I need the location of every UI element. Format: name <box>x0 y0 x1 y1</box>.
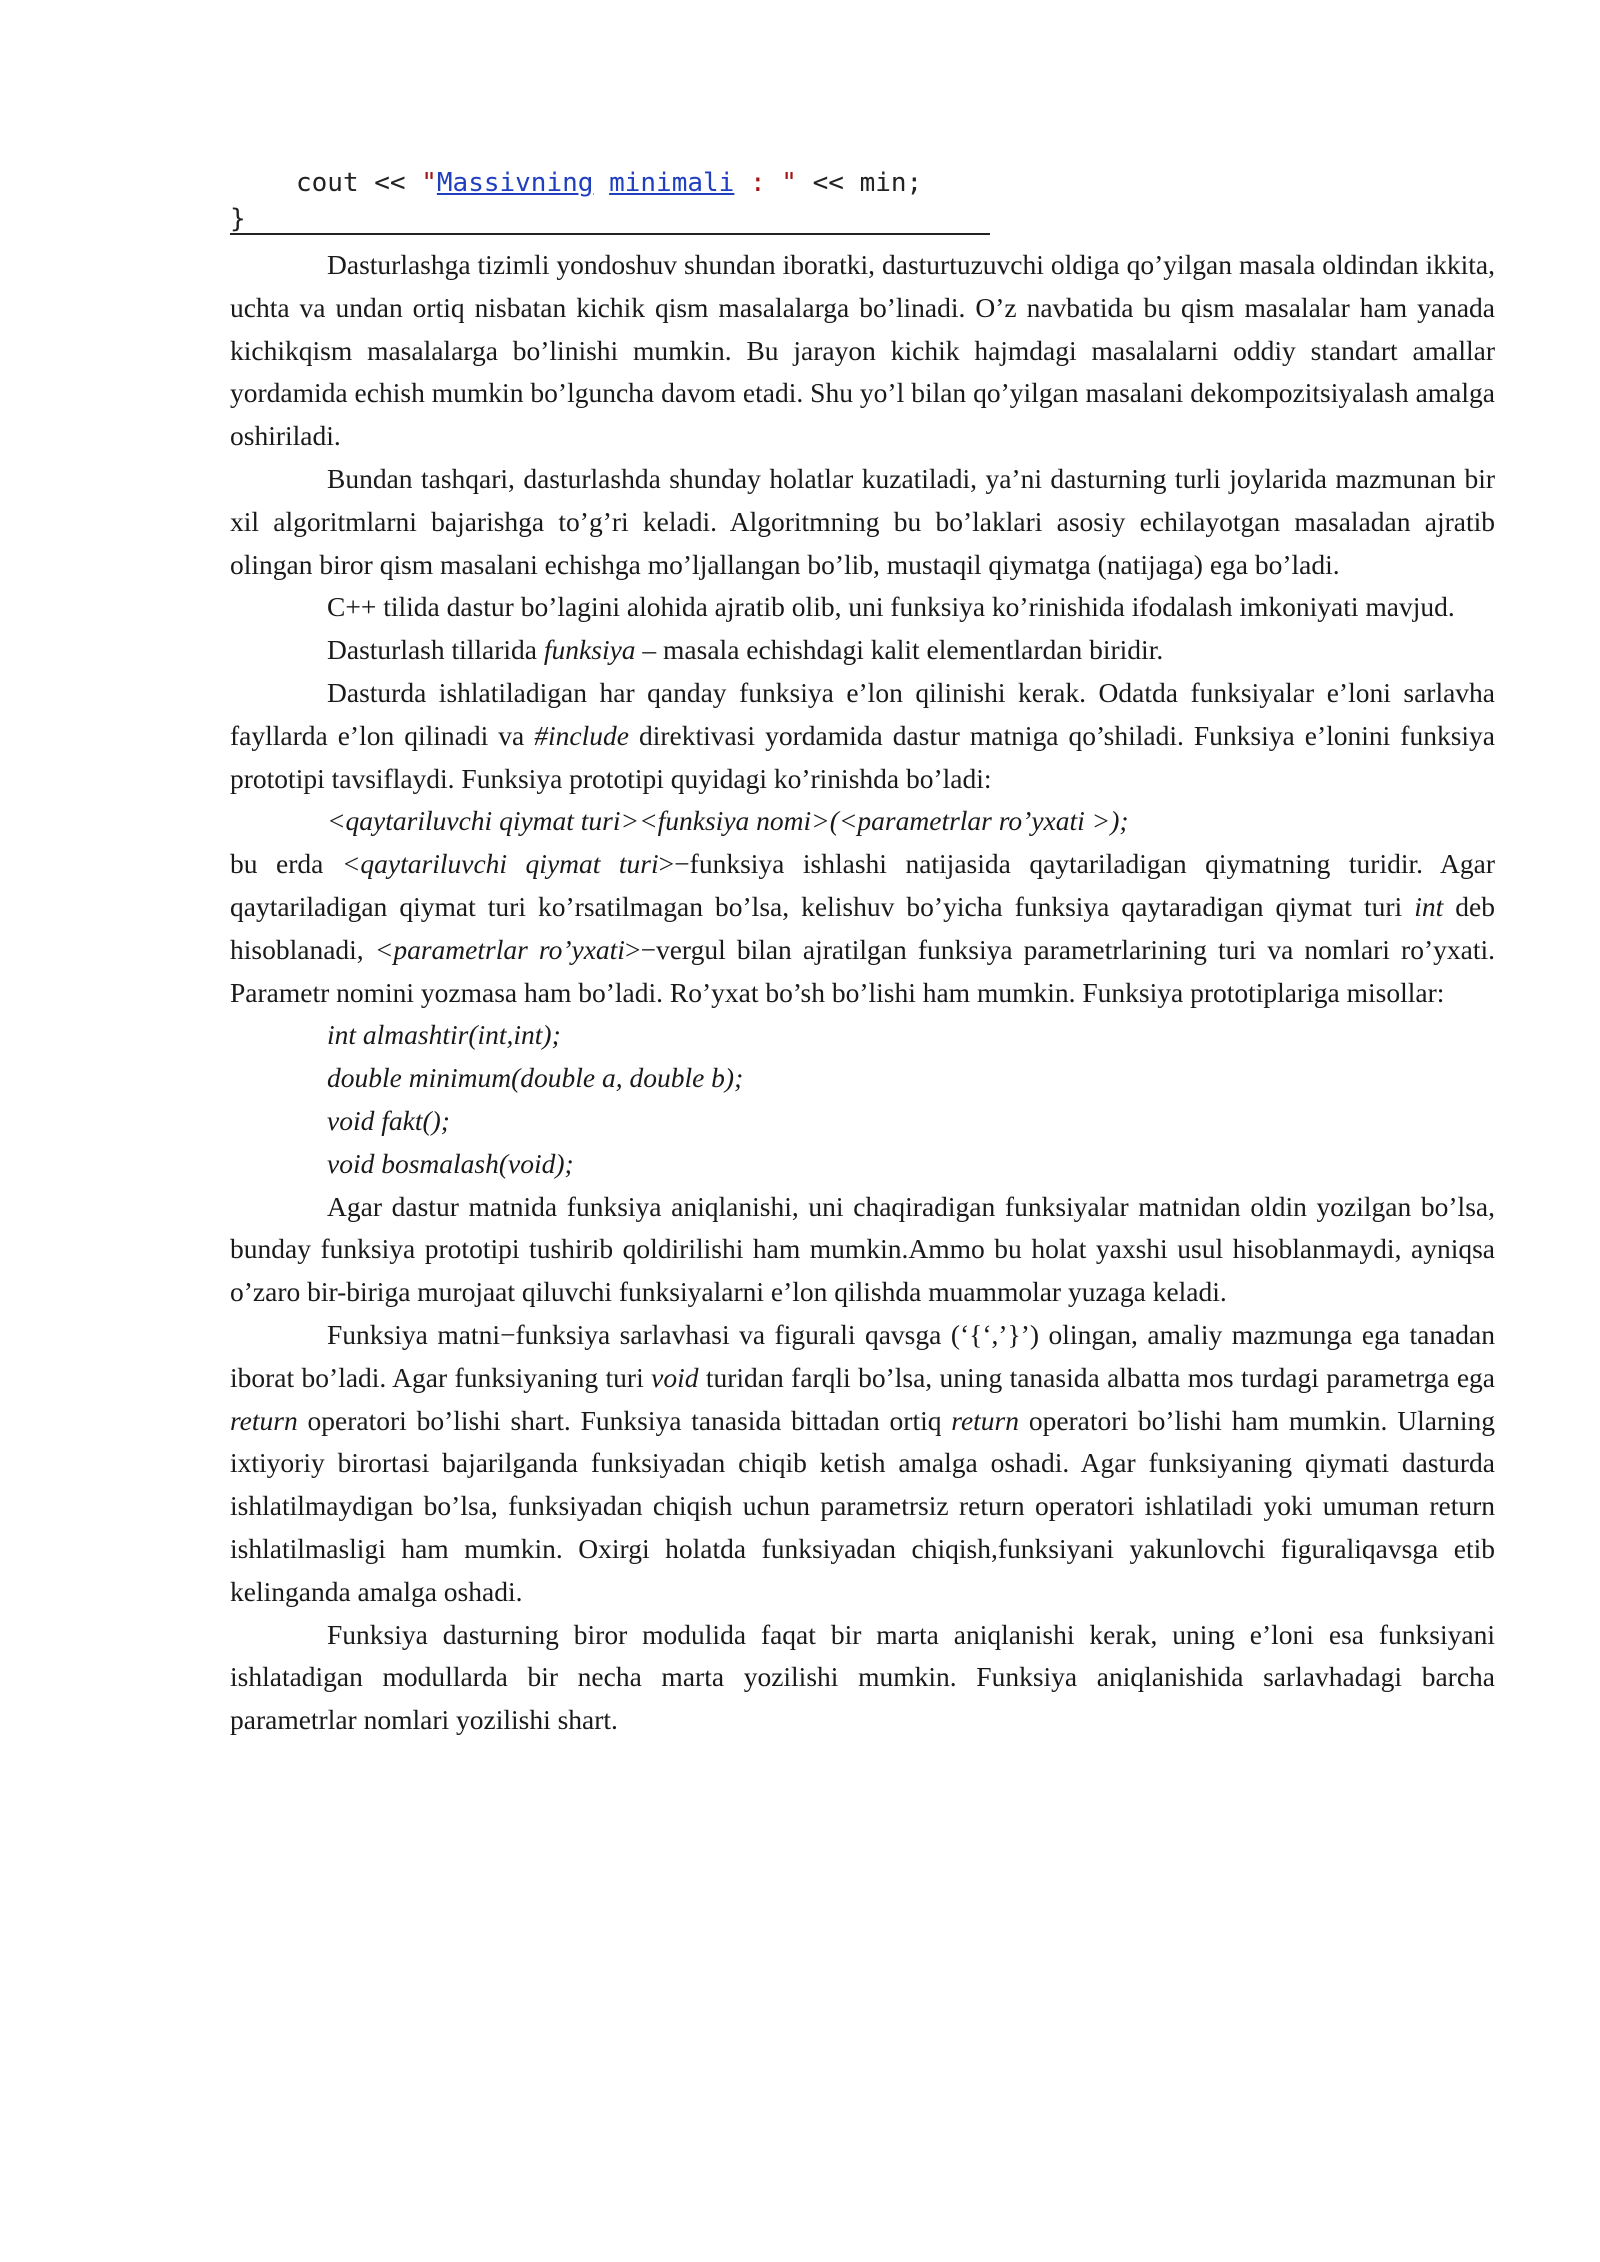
code-string-end: : " <box>734 168 797 198</box>
paragraph-6 <box>230 843 1495 1014</box>
term-return: return <box>230 1404 298 1436</box>
code-line-close-brace: } <box>230 204 246 234</box>
text-run: bu erda <box>230 848 342 880</box>
term-int: int <box>1414 890 1444 922</box>
text-run: operatori bo’lishi ham mumkin. Ularning ixtiyoriy birortasi bajarilganda funksiyadan chiqib ketish amalga oshadi. Agar funksiyaning qiymati dasturda ishlatilmaydigan bo’lsa, funksiyadan chiqish uchun parametrsiz return operatori ishlatiladi yoki umuman return ishlatilmasligi ham mumkin. Oxirgi holatda funksiyadan chiqish,funksiyani yakunlovchi figuraliqavsga etib kelinganda amalga oshadi. <box>230 1404 1495 1607</box>
code-snippet <box>230 165 990 235</box>
document-body <box>230 244 1495 1742</box>
code-text: cout << <box>296 168 422 198</box>
prototype-example-3: void fakt(); <box>327 1104 450 1136</box>
text-run: operatori bo’lishi shart. Funksiya tanasida bittadan ortiq <box>297 1404 952 1436</box>
text-run: – masala echishdagi kalit elementlardan biridir. <box>635 634 1164 666</box>
code-space <box>593 168 609 198</box>
text-run: Dasturda ishlatiladigan har qanday funksiya e’lon qilinishi kerak. Odatda funksiyalar e’loni sarlavha fayllarda e’lon qilinadi va <box>230 676 1495 751</box>
prototype-formula: <qaytariluvchi qiymat turi><funksiya nomi>(<parametrlar ro’yxati >); <box>327 805 1129 837</box>
paragraph-5 <box>230 672 1495 800</box>
paragraph-2: Bundan tashqari, dasturlashda shunday holatlar kuzatiladi, ya’ni dasturning turli joylarida mazmunan bir xil algoritmlarni bajarishga to’g’ri keladi. Algoritmning bu bo’laklari asosiy echilayotgan masaladan ajratib olingan biror qism masalani echishga mo’ljallangan bo’lib, mustaqil qiymatga (natijaga) ega bo’ladi. <box>230 462 1495 580</box>
code-line-cout <box>230 165 990 201</box>
code-underline-rule <box>230 233 990 235</box>
paragraph-1: Dasturlashga tizimli yondoshuv shundan iboratki, dasturtuzuvchi oldiga qo’yilgan masala oldindan ikkita, uchta va undan ortiq nisbatan kichik qism masalalarga bo’linadi. O’z navbatida bu qism masalalar ham yanada kichikqism masalalarga bo’linishi mumkin. Bu jarayon kichik hajmdagi masalalarni oddiy standart amallar yordamida echish mumkin bo’lguncha davom etadi. Shu yo’l bilan qo’yilgan masalani dekompozitsiyalash amalga oshiriladi. <box>230 249 1495 452</box>
text-run: direktivasi yordamida dastur matniga qo’shiladi. Funksiya e’lonini funksiya prototipi tavsiflaydi. Funksiya prototipi quyidagi ko’rinishda bo’ladi: <box>230 719 1495 794</box>
term-return: return <box>951 1404 1020 1436</box>
prototype-example-2: double minimum(double a, double b); <box>327 1062 744 1094</box>
text-run: deb hisoblanadi, <box>230 890 1495 965</box>
code-string-word-2: minimali <box>609 168 735 198</box>
paragraph-7: Agar dastur matnida funksiya aniqlanishi, uni chaqiradigan funksiyalar matnidan oldin yozilgan bo’lsa, bunday funksiya prototipi tushirib qoldirilishi ham mumkin.Ammo bu holat yaxshi usul hisoblanmaydi, ayniqsa o’zaro bir-biriga murojaat qiluvchi funksiyalarni e’lon qilishda muammolar yuzaga keladi. <box>230 1190 1495 1308</box>
code-string-quote: " <box>421 168 437 198</box>
paragraph-8 <box>230 1314 1495 1614</box>
code-string-word-1: Massivning <box>436 168 594 198</box>
text-run: Dasturlash tillarida <box>327 634 544 666</box>
prototype-example-4: void bosmalash(void); <box>327 1147 574 1179</box>
code-tail: << min; <box>796 168 923 198</box>
term-void: void <box>651 1361 699 1393</box>
term-funksiya: funksiya <box>543 634 636 666</box>
term-include: #include <box>534 719 629 751</box>
text-run: >−funksiya ishlashi natijasida qaytariladigan qiymatning turidir. Agar qaytariladigan qiymat turi ko’rsatilmagan bo’lsa, kelishuv bo’yicha funksiya qaytaradigan qiymat turi <box>230 848 1495 922</box>
paragraph-3: C++ tilida dastur bo’lagini alohida ajratib olib, uni funksiya ko’rinishida ifodalash imkoniyati mavjud. <box>327 591 1455 623</box>
term-param-list: <parametrlar ro’yxati <box>374 933 625 965</box>
prototype-example-1: int almashtir(int,int); <box>327 1019 561 1051</box>
term-return-type: <qaytariluvchi qiymat turi <box>341 848 659 880</box>
text-run: Funksiya matni−funksiya sarlavhasi va figurali qavsga (‘{‘,’}’) olingan, amaliy mazmunga ega tanadan iborat bo’ladi. Agar funksiyaning turi <box>230 1318 1495 1393</box>
text-run: >−vergul bilan ajratilgan funksiya parametrlarining turi va nomlari ro’yxati. Parametr nomini yozmasa ham bo’ladi. Ro’yxat bo’sh bo’lishi ham mumkin. Funksiya prototiplariga misollar: <box>230 933 1495 1008</box>
paragraph-4 <box>230 629 1495 672</box>
paragraph-9: Funksiya dasturning biror modulida faqat bir marta aniqlanishi kerak, uning e’loni esa funksiyani ishlatadigan modullarda bir necha marta yozilishi mumkin. Funksiya aniqlanishida sarlavhadagi barcha parametrlar nomlari yozilishi shart. <box>230 1618 1495 1736</box>
text-run: turidan farqli bo’lsa, uning tanasida albatta mos turdagi parametrga ega <box>698 1361 1495 1393</box>
